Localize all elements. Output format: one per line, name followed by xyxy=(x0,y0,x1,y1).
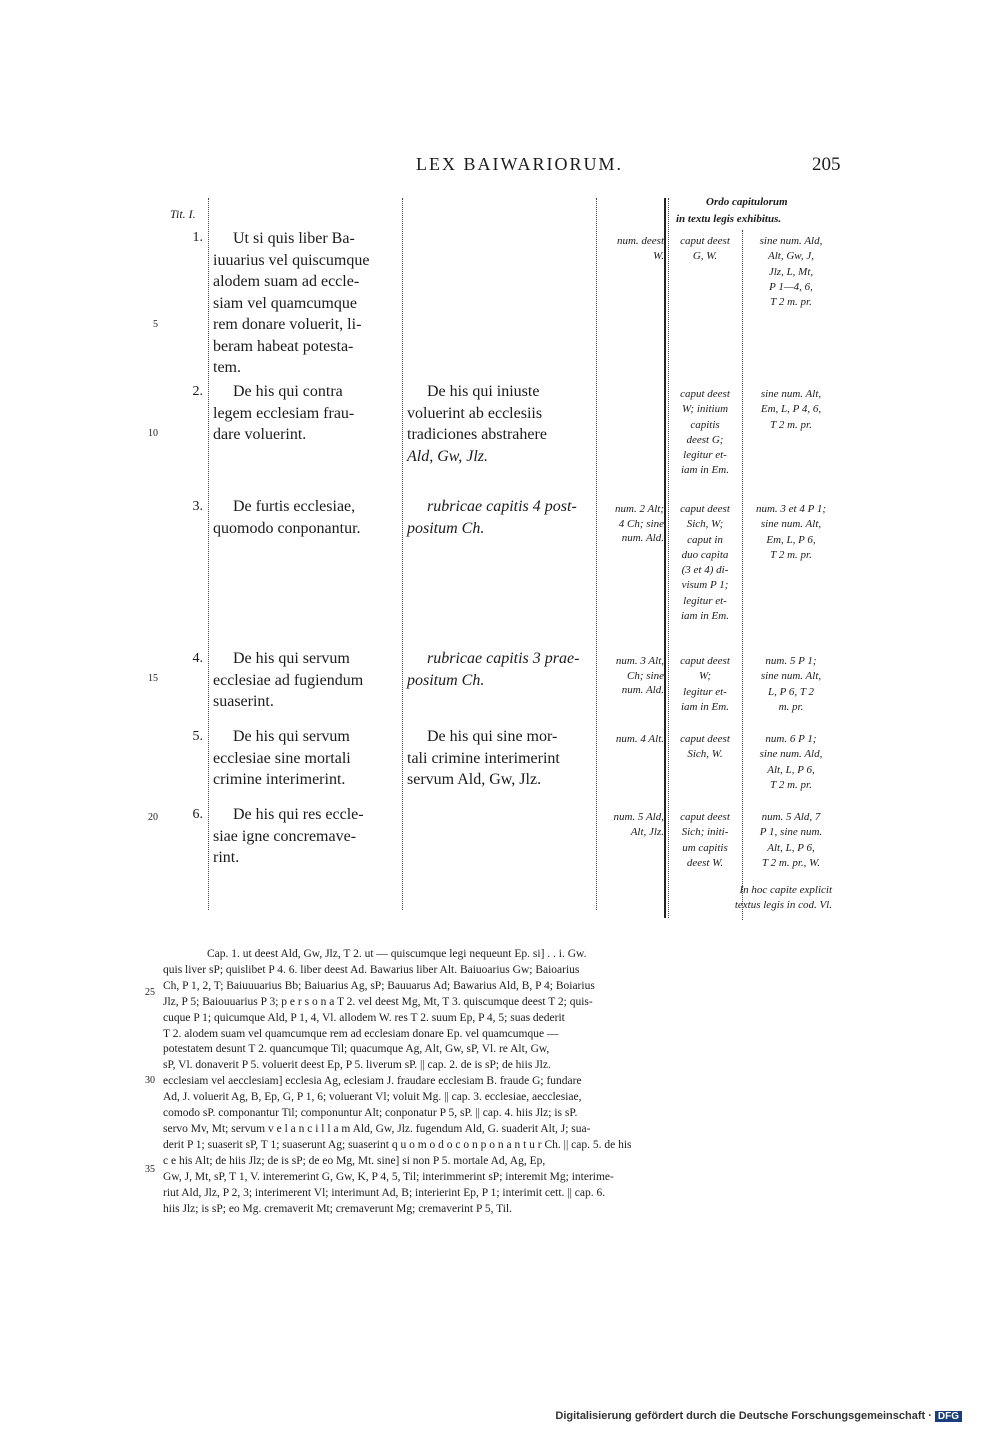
variant-rubric: rubricae capitis 3 prae- positum Ch. xyxy=(407,650,580,689)
chapter-rubric: De furtis ecclesiae, quomodo conponantur. xyxy=(213,498,361,537)
caput-note: caput deest Sich, W; caput in duo capita (3 et 4) di- visum P 1; legitur et- iam in Em. xyxy=(680,503,730,623)
numbering-note: num. deest W. xyxy=(616,235,664,262)
caput-note: caput deest G, W. xyxy=(680,235,730,263)
chapter-number: 3. xyxy=(192,499,203,514)
explicit-note: In hoc capite explicit textus legis in cod. Vl. xyxy=(734,884,832,912)
ordo-note: num. 5 P 1; sine num. Alt, L, P 6, T 2 m. pr. xyxy=(760,655,822,713)
chapter-number: 4. xyxy=(192,651,203,666)
dfg-logo: DFG xyxy=(935,1411,962,1422)
ordo-heading-line-1: Ordo capitulorum xyxy=(706,196,788,208)
caput-note: caput deest W; legitur et- iam in Em. xyxy=(680,655,730,713)
critical-apparatus: Cap. 1. ut deest Ald, Gw, Jlz, T 2. ut — quiscumque legi nequeunt Ep. si] . . i. Gw. quis liver sP; quislibet P 4. 6. liber deest Ad. Bawarius liber Alt. Baiuoarius Gw; Baioarius Ch, P 1, 2, T; Baiuuuarius Bb; Baiuarius Ag, sP; Bauuarus Ad; Bawarius Ald, B, P 4; Boiarius Jlz, P 5; Baiouuarius P 3; p e r s o n a T 2. vel deest Mg, Mt, T 3. quiscumque deest T 2; quis- cuque P 1; quicumque Ald, P 1, 4, Vl. allodem W. res T 2. suum Ep, P 4, 5; suas dederit T 2. alodem suam vel quamcumque rem ad ecclesiam donare Ep. vel quamcumque — potestatem desunt T 2. quancumque Til; quacumque Ag, Alt, Gw, sP, Vl. re Alt, Gw, sP, Vl. donaverit P 5. voluerit deest Ep, P 5. liverum sP. || cap. 2. de is sP; de hiis Jlz. ecclesiam vel aecclesiam] ecclesia Ag, eclesiam J. fraudare ecclesiam B. fraude G; fundare Ad, J. voluerit Ag, B, Ep, G, P 1, 6; voluerant Vl; voluit Mg. || cap. 3. ecclesiae, aecclesiae, comodo sP. componantur Til; componuntur Alt; conponatur P 5, sP. || cap. 4. hiis Jlz; is sP. servo Mv, Mt; servum v e l a n c i l l a m Ald, Gw, Jlz. fugendum Ald, G. suaderit Alt, J; sua- derit P 1; suaserit sP, T 1; suaserunt Ag; suaserint q u o m o d o c o n p o n a n t u r Ch. || cap. 5. de his c e his Alt; de hiis Jlz; de is sP; de eo Mg, Mt. sine] si non P 5. mortale Ad, Ag, Ep, Gw, J, Mt, sP, T 1, V. interemerint G, Gw, K, P 4, 5, Til; interimmerint sP; interemit Mg; interime- riut Ald, Jlz, P 2, 3; interimerent Vl; interimunt Ad, B; interierint Ep, P 1; interimit cett. || cap. 6. hiis Jlz; is sP; eo Mg. cremaverit Mt; cremaverunt Mg; cremaverint P 5, Til. xyxy=(163,948,632,1215)
line-number: 15 xyxy=(148,673,158,684)
line-number: 30 xyxy=(145,1075,155,1086)
ordo-note: num. 6 P 1; sine num. Ald, Alt, L, P 6, T 2 m. pr. xyxy=(759,733,823,791)
chapter-number: 2. xyxy=(192,384,203,399)
chapter-number: 1. xyxy=(192,230,203,245)
numbering-note: num. 3 Alt, Ch; sine num. Ald. xyxy=(615,655,664,696)
numbering-note: num. 5 Ald, Alt, Jlz. xyxy=(613,811,664,838)
line-number: 20 xyxy=(148,812,158,823)
column-rule xyxy=(402,198,403,910)
digitization-credit: Digitalisierung gefördert durch die Deutsche Forschungsgemeinschaft · DFG xyxy=(555,1410,962,1422)
caput-note: caput deest Sich; initi- um capitis deest W. xyxy=(680,811,730,869)
chapter-rubric: De his qui servum ecclesiae ad fugiendum suaserint. xyxy=(213,650,364,710)
ordo-note: sine num. Alt, Em, L, P 4, 6, T 2 m. pr. xyxy=(760,388,822,431)
ordo-note: num. 5 Ald, 7 P 1, sine num. Alt, L, P 6, T 2 m. pr., W. xyxy=(759,811,823,869)
chapter-rubric: Ut si quis liber Ba- iuuarius vel quiscumque alodem suam ad eccle- siam vel quamcumque rem donare voluerit, li- beram habeat potesta- tem. xyxy=(213,230,370,376)
ordo-note: sine num. Ald, Alt, Gw, J, Jlz, L, Mt, P 1—4, 6, T 2 m. pr. xyxy=(759,235,823,309)
caput-note: caput deest Sich, W. xyxy=(680,733,730,761)
page-number: 205 xyxy=(812,154,841,175)
line-number: 5 xyxy=(153,319,158,330)
line-number: 35 xyxy=(145,1164,155,1175)
line-number: 25 xyxy=(145,987,155,998)
variant-rubric: De his qui sine mor- tali crimine interimerint servum Ald, Gw, Jlz. xyxy=(407,728,560,788)
ordo-note: num. 3 et 4 P 1; sine num. Alt, Em, L, P 6, T 2 m. pr. xyxy=(755,503,827,561)
chapter-rubric: De his qui servum ecclesiae sine mortali crimine interimerint. xyxy=(213,728,351,788)
column-rule-bold xyxy=(664,198,666,918)
numbering-note: num. 4 Alt. xyxy=(615,733,664,745)
caput-note: caput deest W; initium capitis deest G; legitur et- iam in Em. xyxy=(680,388,730,477)
column-rule xyxy=(208,198,209,910)
chapter-number: 5. xyxy=(192,729,203,744)
ordo-heading-line-2: in textu legis exhibitus. xyxy=(676,213,782,225)
chapter-rubric: De his qui res eccle- siae igne concremave- rint. xyxy=(213,806,364,866)
numbering-note: num. 2 Alt; 4 Ch; sine num. Ald. xyxy=(615,503,664,544)
line-number: 10 xyxy=(148,428,158,439)
variant-rubric: De his qui iniuste voluerint ab ecclesiis tradiciones abstrahere Ald, Gw, Jlz. xyxy=(407,383,547,465)
chapter-number: 6. xyxy=(192,807,203,822)
title-label: Tit. I. xyxy=(170,207,196,221)
column-rule xyxy=(596,198,597,910)
page-header-title: LEX BAIWARIORUM. xyxy=(416,154,623,174)
variant-rubric: rubricae capitis 4 post- positum Ch. xyxy=(407,498,577,537)
column-rule xyxy=(742,230,743,920)
chapter-rubric: De his qui contra legem ecclesiam frau- dare voluerint. xyxy=(213,383,355,443)
